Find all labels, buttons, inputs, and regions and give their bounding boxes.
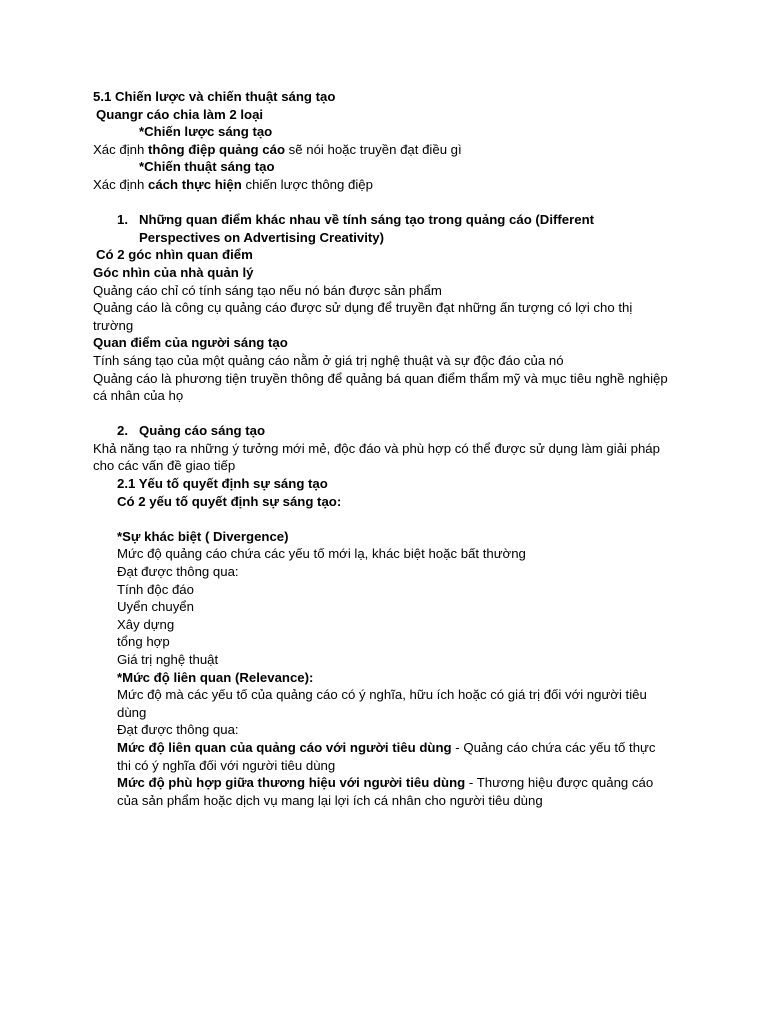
list-item: tổng hợp — [117, 634, 170, 650]
list-item: Tính độc đáo — [117, 581, 194, 597]
section-2-heading: 2. Quảng cáo sáng tạo — [117, 423, 266, 439]
list-item: Giá trị nghệ thuật — [117, 652, 219, 667]
section-1-heading: 1. Những quan điểm khác nhau về tính sáng tạo trong quảng cáo (Different Perspectives on Advertising Creativity) — [117, 212, 595, 245]
tactic-title: *Chiến thuật sáng tạo — [139, 159, 275, 175]
relevance-item-1: Mức độ liên quan của quảng cáo với người tiêu dùng - Quảng cáo chứa các yếu tố thực thi có ý nghĩa đối với người tiêu dùng — [117, 739, 656, 773]
manager-view-title: Góc nhìn của nhà quản lý — [93, 264, 254, 280]
ads-two-types: Quangr cáo chia làm 2 loại — [96, 106, 264, 122]
divergence-achieved: Đạt được thông qua: — [117, 564, 239, 580]
relevance-desc: Mức độ mà các yếu tố của quảng cáo có ý nghĩa, hữu ích hoặc có giá trị đối với người tiêu dùng — [117, 687, 647, 720]
section-2-1 — [93, 475, 673, 809]
manager-view-p1: Quảng cáo chỉ có tính sáng tạo nếu nó bán được sản phẩm — [93, 282, 442, 298]
two-views: Có 2 góc nhìn quan điểm — [96, 247, 253, 263]
creator-view-p2: Quảng cáo là phương tiện truyền thông để quảng bá quan điểm thẩm mỹ và mục tiêu nghề nghiệp cá nhân của họ — [93, 370, 668, 404]
relevance-achieved: Đạt được thông qua: — [117, 722, 239, 738]
divergence-desc: Mức độ quảng cáo chứa các yếu tố mới lạ, khác biệt hoặc bất thường — [117, 546, 526, 562]
manager-view-p2: Quảng cáo là công cụ quảng cáo được sử dụng để truyền đạt những ấn tượng có lợi cho thị trường — [93, 300, 633, 333]
list-item: Uyển chuyển — [117, 599, 194, 615]
section-2-desc: Khả năng tạo ra những ý tưởng mới mẻ, độc đáo và phù hợp có thể được sử dụng làm giải pháp cho các vấn đề giao tiếp — [93, 440, 660, 474]
divergence-title: *Sự khác biệt ( Divergence) — [117, 528, 289, 544]
tactic-desc: Xác định cách thực hiện chiến lược thông điệp — [93, 176, 373, 192]
strategy-desc: Xác định thông điệp quảng cáo sẽ nói hoặc truyền đạt điều gì — [93, 141, 462, 157]
section-2-1-sub: Có 2 yếu tố quyết định sự sáng tạo: — [117, 493, 342, 509]
relevance-title: *Mức độ liên quan (Relevance): — [117, 669, 314, 685]
strategy-title: *Chiến lược sáng tạo — [139, 124, 273, 140]
creator-view-p1: Tính sáng tạo của một quảng cáo nằm ở giá trị nghệ thuật và sự độc đáo của nó — [93, 352, 564, 368]
section-2-1-title: 2.1 Yếu tố quyết định sự sáng tạo — [117, 476, 328, 492]
creator-view-title: Quan điểm của người sáng tạo — [93, 335, 288, 351]
relevance-item-2: Mức độ phù hợp giữa thương hiệu với người tiêu dùng - Thương hiệu được quảng cáo của sản phẩm hoặc dịch vụ mang lại lợi ích cá nhân cho người tiêu dùng — [117, 775, 654, 808]
document-body — [93, 88, 673, 809]
heading-5-1: 5.1 Chiến lược và chiến thuật sáng tạo — [93, 89, 336, 104]
list-item: Xây dựng — [117, 616, 175, 632]
